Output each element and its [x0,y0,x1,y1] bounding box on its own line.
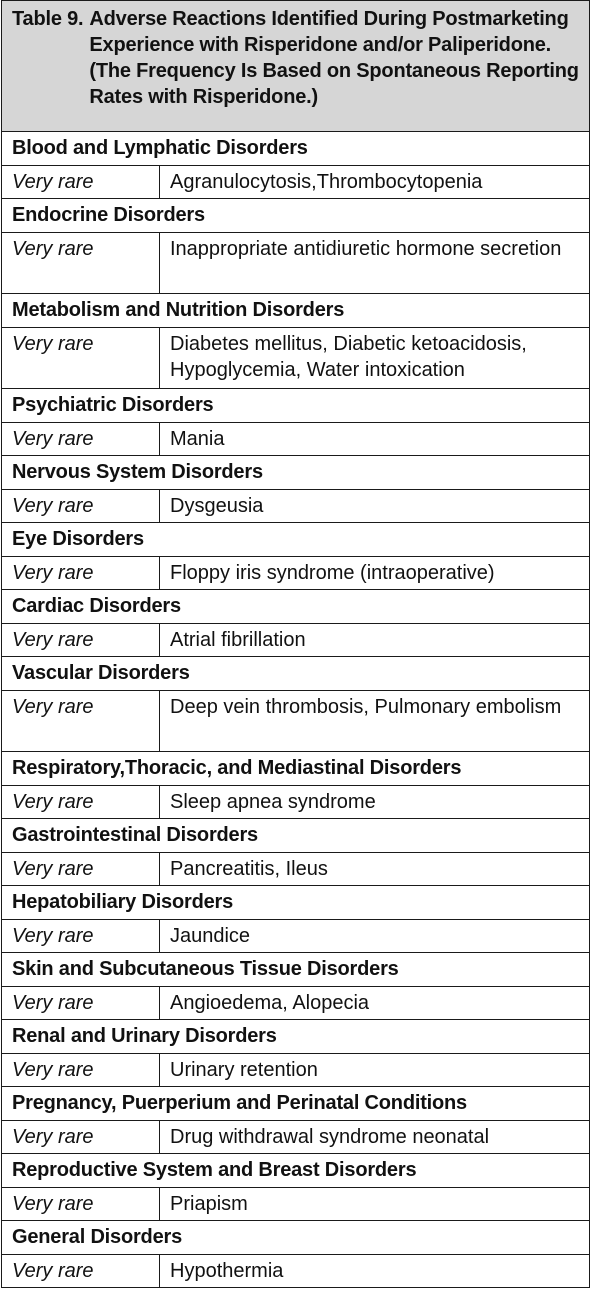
reaction-row [2,786,590,819]
reactions-cell: Jaundice [160,920,590,953]
category-row [2,389,590,423]
frequency-cell: Very rare [2,490,160,523]
frequency-cell: Very rare [2,328,160,389]
frequency-cell: Very rare [2,166,160,199]
category-heading: Cardiac Disorders [2,590,590,624]
reactions-cell: Priapism [160,1188,590,1221]
reactions-cell: Pancreatitis, Ileus [160,853,590,886]
category-heading: Eye Disorders [2,523,590,557]
reaction-row [2,328,590,389]
category-heading: Endocrine Disorders [2,199,590,233]
reactions-cell: Floppy iris syndrome (intraoperative) [160,557,590,590]
category-heading: Metabolism and Nutrition Disorders [2,294,590,328]
reactions-cell: Drug withdrawal syndrome neonatal [160,1121,590,1154]
reactions-cell: Urinary retention [160,1054,590,1087]
category-row [2,953,590,987]
frequency-cell: Very rare [2,1188,160,1221]
category-heading: Reproductive System and Breast Disorders [2,1154,590,1188]
reaction-row [2,920,590,953]
reaction-row [2,233,590,294]
reaction-row [2,691,590,752]
reaction-row [2,1255,590,1288]
category-row [2,456,590,490]
reaction-row [2,624,590,657]
table-title: Adverse Reactions Identified During Postmarketing Experience with Risperidone and/or Paliperidone. (The Frequency Is Based on Spontaneous Reporting Rates with Risperidone.) [89,8,579,108]
category-row [2,1087,590,1121]
frequency-cell: Very rare [2,920,160,953]
frequency-cell: Very rare [2,423,160,456]
frequency-cell: Very rare [2,1255,160,1288]
category-heading: Gastrointestinal Disorders [2,819,590,853]
category-heading: General Disorders [2,1221,590,1255]
reactions-cell: Dysgeusia [160,490,590,523]
category-heading: Renal and Urinary Disorders [2,1020,590,1054]
frequency-cell: Very rare [2,853,160,886]
reactions-cell: Deep vein thrombosis, Pulmonary embolism [160,691,590,752]
category-row [2,590,590,624]
category-heading: Psychiatric Disorders [2,389,590,423]
frequency-cell: Very rare [2,691,160,752]
category-row [2,294,590,328]
reactions-cell: Inappropriate antidiuretic hormone secretion [160,233,590,294]
reaction-row [2,987,590,1020]
adverse-reactions-table [1,0,590,1288]
frequency-cell: Very rare [2,1054,160,1087]
table-title-row [2,1,590,132]
category-heading: Skin and Subcutaneous Tissue Disorders [2,953,590,987]
category-row [2,1020,590,1054]
category-row [2,657,590,691]
reactions-cell: Hypothermia [160,1255,590,1288]
reaction-row [2,490,590,523]
reaction-row [2,1188,590,1221]
category-row [2,886,590,920]
category-heading: Hepatobiliary Disorders [2,886,590,920]
reaction-row [2,423,590,456]
reactions-cell: Atrial fibrillation [160,624,590,657]
category-row [2,1154,590,1188]
category-row [2,752,590,786]
reaction-row [2,1121,590,1154]
category-row [2,1221,590,1255]
category-heading: Vascular Disorders [2,657,590,691]
reaction-row [2,166,590,199]
category-row [2,819,590,853]
category-heading: Blood and Lymphatic Disorders [2,132,590,166]
category-heading: Pregnancy, Puerperium and Perinatal Conditions [2,1087,590,1121]
reaction-row [2,1054,590,1087]
table-body [2,1,590,1288]
reaction-row [2,853,590,886]
table-caption [12,6,581,110]
frequency-cell: Very rare [2,786,160,819]
category-row [2,199,590,233]
frequency-cell: Very rare [2,557,160,590]
reaction-row [2,557,590,590]
reactions-cell: Angioedema, Alopecia [160,987,590,1020]
frequency-cell: Very rare [2,1121,160,1154]
category-heading: Nervous System Disorders [2,456,590,490]
category-row [2,132,590,166]
reactions-cell: Mania [160,423,590,456]
frequency-cell: Very rare [2,987,160,1020]
reactions-cell: Agranulocytosis,Thrombocytopenia [160,166,590,199]
table-label: Table 9. [12,8,84,30]
frequency-cell: Very rare [2,233,160,294]
category-row [2,523,590,557]
frequency-cell: Very rare [2,624,160,657]
table-title-cell [2,1,590,132]
reactions-cell: Sleep apnea syndrome [160,786,590,819]
reactions-cell: Diabetes mellitus, Diabetic ketoacidosis, Hypoglycemia, Water intoxication [160,328,590,389]
category-heading: Respiratory,Thoracic, and Mediastinal Disorders [2,752,590,786]
